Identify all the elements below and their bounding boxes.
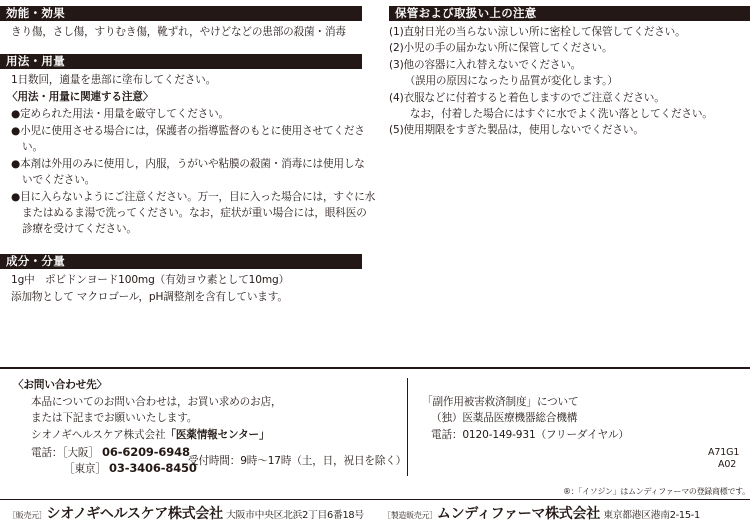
trademark-note: ®：「イソジン」はムンディファーマの登録商標です。 (563, 487, 750, 496)
contact-company-line (31, 428, 269, 442)
footer-seller (8, 507, 364, 523)
usage-note-line: い。 (22, 141, 43, 153)
ingredients-header: 成分・分量 (0, 254, 362, 269)
usage-note-line: 診療を受けてください。 (22, 223, 137, 235)
seller-label: ［販売元］ (8, 511, 47, 520)
contact-line: 本品についてのお問い合わせは，お買い求めのお店， (31, 396, 282, 408)
storage-line: なお，付着した場合にはすぐに水でよく洗い落としてください。 (389, 108, 713, 120)
usage-note-line: ●目に入らないようにご注意ください。万一，目に入った場合には，すぐに水 (11, 191, 376, 203)
efficacy-header: 効能・効果 (0, 6, 362, 21)
usage-note-line: いでください。 (22, 174, 96, 186)
storage-line: (3)他の容器に入れ替えないでください。 (389, 59, 582, 71)
maker-address: 東京都港区港南2-15-1 (603, 510, 700, 521)
contact-osaka-line (31, 445, 190, 460)
contact-divider (407, 378, 408, 476)
efficacy-text: きり傷，さし傷，すりむき傷，靴ずれ，やけどなどの患部の殺菌・消毒 (11, 26, 346, 38)
usage-header: 用法・用量 (0, 54, 362, 69)
seller-address: 大阪市中央区北浜2丁目6番18号 (226, 510, 364, 521)
storage-header: 保管および取扱い上の注意 (389, 6, 750, 21)
storage-line: (2)小児の手の届かない所に保管してください。 (389, 42, 613, 54)
usage-note-line: ●本剤は外用のみに使用し，内服，うがいや粘膜の殺菌・消毒には使用しな (11, 158, 365, 170)
contact-center: 「医薬情報センター」 (165, 429, 270, 441)
storage-line: (4)衣服などに付着すると着色しますのでご注意ください。 (389, 92, 665, 104)
storage-line: （誤用の原因になったり品質が変化します。） (389, 75, 618, 87)
contact-company: シオノギヘルスケア株式会社 (31, 429, 166, 441)
contact-title: 〈お問い合わせ先〉 (13, 379, 107, 391)
code-a71g1: A71G1 (708, 447, 740, 458)
contact-osaka-label: ［大阪］ (62, 447, 99, 459)
usage-notes-title: 〈用法・用量に関連する注意〉 (7, 91, 154, 103)
seller-name: シオノギヘルスケア株式会社 (46, 506, 223, 522)
contact-tokyo-phone: 03-3406-8450 (109, 461, 197, 475)
usage-note-line: ●小児に使用させる場合には，保護者の指導監督のもとに使用させてくださ (11, 125, 365, 137)
contact-tokyo-line (64, 461, 197, 476)
contact-top-rule (0, 367, 750, 369)
relief-line: 「副作用被害救済制度」について (422, 396, 579, 408)
usage-note-line: またはぬるま湯で洗ってください。なお，症状が重い場合には，眼科医の (22, 207, 367, 219)
usage-note-line: ●定められた用法・用量を厳守してください。 (11, 108, 229, 120)
ingredients-line: 1g中 ポビドンヨード100mg（有効ヨウ素として10mg） (11, 274, 290, 286)
code-a02: A02 (718, 459, 737, 470)
ingredients-line: 添加物として マクロゴール，pH調整剤を含有しています。 (11, 291, 288, 303)
maker-label: ［製造販売元］ (383, 511, 437, 520)
contact-phone-label: 電話： (31, 447, 63, 459)
usage-text: 1日数回，適量を患部に塗布してください。 (11, 74, 217, 86)
contact-hours: 受付時間：9時～17時（土，日，祝日を除く） (188, 455, 407, 467)
storage-line: (5)使用期限をすぎた製品は，使用しないでください。 (389, 124, 644, 136)
contact-tokyo-label: ［東京］ (64, 463, 106, 475)
footer-maker (383, 507, 700, 523)
storage-line: (1)直射日光の当らない涼しい所に密栓して保管してください。 (389, 26, 686, 38)
footer-rule (0, 499, 750, 500)
maker-name: ムンディファーマ株式会社 (436, 506, 600, 522)
relief-phone: 電話：0120-149-931（フリーダイヤル） (431, 429, 629, 441)
relief-line: （独）医薬品医療機器総合機構 (431, 412, 578, 424)
contact-osaka-phone: 06-6209-6948 (102, 445, 190, 459)
contact-line: または下記までお願いいたします。 (31, 412, 198, 424)
